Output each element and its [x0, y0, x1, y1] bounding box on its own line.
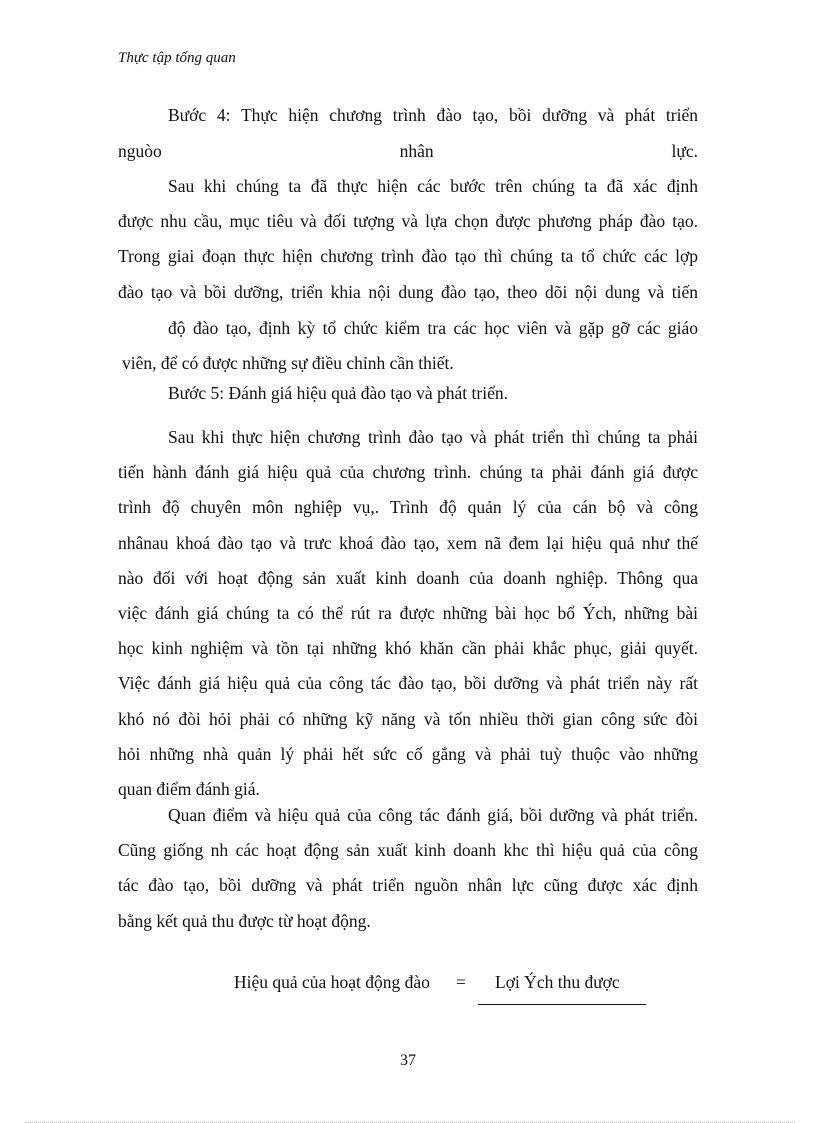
page-number: 37 — [400, 1052, 416, 1069]
step4-words — [118, 134, 698, 169]
text-line: Cũng giống nh các hoạt động sản xuất kinh doanh khc thì hiệu quả của công — [118, 840, 698, 861]
step4-word: nhân — [399, 141, 434, 161]
step5-heading: Bước 5: Đánh giá hiệu quả đào tạo và phát triển. — [168, 383, 508, 403]
step4-word: nguòo — [118, 141, 162, 161]
paragraph-3 — [118, 420, 698, 807]
text-line: tiến hành đánh giá hiệu quả của chương trình. chúng ta phải đánh giá được — [118, 462, 698, 483]
paragraph-1 — [118, 169, 698, 310]
text-line: Quan điểm và hiệu quả của công tác đánh giá, bồi dưỡng và phát triển. — [168, 805, 698, 825]
text-line: việc đánh giá chúng ta có thể rút ra được những bài học bổ Ých, những bài — [118, 603, 698, 624]
text-line: độ đào tạo, định kỳ tổ chức kiểm tra các học viên và gặp gỡ các giáo — [168, 318, 698, 338]
text-line: Sau khi chúng ta đã thực hiện các bước trên chúng ta đã xác định — [168, 176, 698, 196]
fraction-bar — [478, 1004, 646, 1005]
step4-continuation — [118, 134, 698, 169]
text-line: quan điểm đánh giá. — [118, 779, 260, 800]
formula-lhs: Hiệu quả của hoạt động đào — [234, 972, 430, 992]
text-line: hỏi những nhà quản lý phải hết sức cố gắng và phải tuỳ thuộc vào những — [118, 743, 698, 764]
text-line: trình độ chuyên môn nghiệp vụ,. Trình độ quản lý của cán bộ và công — [118, 497, 698, 518]
text-line: nhânau khoá đào tạo và trưc khoá đào tạo, xem nã đem lại hiệu quả như thế — [118, 532, 698, 553]
paragraph-2-end — [122, 346, 702, 381]
text-line: Trong giai đoạn thực hiện chương trình đào tạo thì chúng ta tổ chức các lợp — [118, 246, 698, 267]
text-line: đào tạo và bồi dưỡng, triển khia nội dung đào tạo, theo dõi nội dung và tiến — [118, 281, 698, 302]
text-line: viên, để có được những sự điều chỉnh cần thiết. — [122, 353, 454, 373]
step4-line: Bước 4: Thực hiện chương trình đào tạo, bồi dưỡng và phát triển — [168, 105, 698, 125]
paragraph-4 — [118, 798, 698, 939]
text-line: Sau khi thực hiện chương trình đào tạo và phát triển thì chúng ta phải — [168, 427, 698, 447]
text-line: bằng kết quả thu được từ hoạt động. — [118, 910, 371, 931]
formula-numerator: Lợi Ých thu được — [495, 972, 620, 992]
text-line: nào đối với hoạt động sản xuất kinh doanh của doanh nghiệp. Thông qua — [118, 567, 698, 588]
step4-word: lực. — [671, 141, 698, 161]
efficiency-formula — [234, 972, 620, 993]
text-line: Việc đánh giá hiệu quả của công tác đào tạo, bồi dưỡng và phát triển này rất — [118, 673, 698, 694]
running-header: Thực tập tổng quan — [118, 50, 236, 66]
paragraph-2 — [168, 311, 698, 346]
text-line: khó nó đòi hỏi phải có những kỹ năng và tốn nhiều thời gian công sức đòi — [118, 708, 698, 729]
step4-heading — [118, 98, 698, 133]
formula-equals: = — [456, 972, 466, 992]
text-line: được nhu cầu, mục tiêu và đối tượng và lựa chọn được phương pháp đào tạo. — [118, 211, 698, 232]
text-line: học kinh nghiệm và tồn tại những khó khăn cần phải khắc phục, giải quyết. — [118, 638, 698, 659]
text-line: tác đào tạo, bồi dưỡng và phát triển nguồn nhân lực cũng được xác định — [118, 875, 698, 896]
